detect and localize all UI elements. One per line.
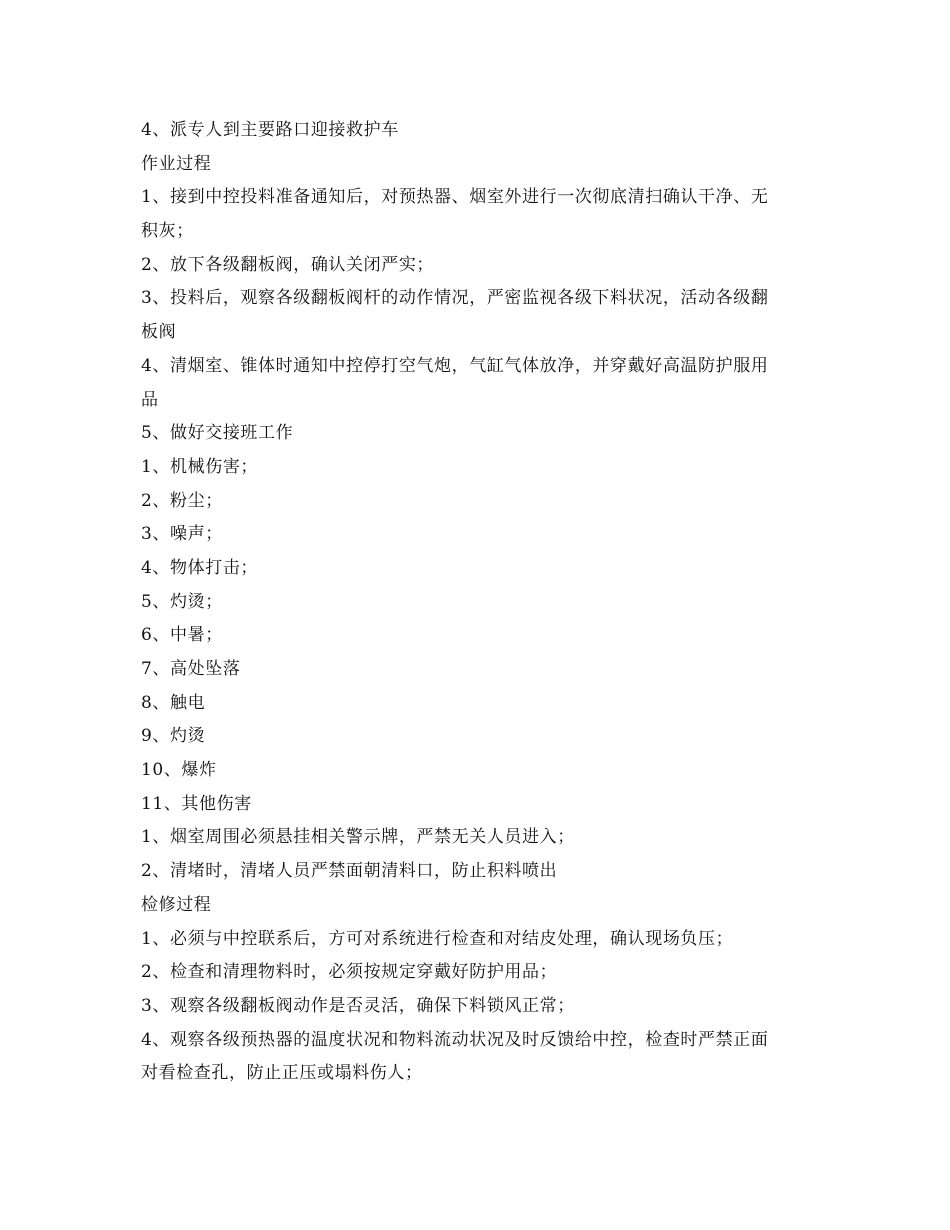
hazard-item: 3、噪声； (141, 524, 223, 545)
text-line: 4、派专人到主要路口迎接救护车 (141, 120, 399, 140)
hazard-item: 11、其他伤害 (141, 793, 252, 814)
text-line: 2、放下各级翻板阀，确认关闭严实； (141, 254, 435, 275)
hazard-item: 7、高处坠落 (141, 659, 241, 679)
text-line: 5、做好交接班工作 (141, 423, 294, 444)
text-line: 3、投料后，观察各级翻板阀杆的动作情况，严密监视各级下料状况，活动各级翻 (141, 288, 769, 309)
text-line: 2、清堵时，清堵人员严禁面朝清料口，防止积料喷出 (141, 861, 558, 882)
text-line: 1、烟室周围必须悬挂相关警示牌，严禁无关人员进入； (141, 827, 575, 848)
hazard-item: 10、爆炸 (141, 760, 217, 781)
text-line: 品 (141, 389, 159, 410)
hazard-item: 1、机械伤害； (141, 456, 259, 477)
text-line: 4、清烟室、锥体时通知中控停打空气炮，气缸气体放净，并穿戴好高温防护服用 (141, 355, 769, 376)
section-heading: 作业过程 (141, 153, 212, 174)
hazard-item: 5、灼烫； (141, 591, 223, 612)
text-line: 对看检查孔，防止正压或塌料伤人； (141, 1063, 423, 1084)
text-line: 2、检查和清理物料时，必须按规定穿戴好防护用品； (141, 962, 558, 983)
hazard-item: 8、触电 (141, 692, 206, 713)
section-heading: 检修过程 (141, 894, 212, 915)
hazard-item: 4、物体打击； (141, 557, 259, 578)
document-body (141, 114, 813, 1091)
hazard-item: 9、灼烫 (141, 726, 206, 747)
text-line: 4、观察各级预热器的温度状况和物料流动状况及时反馈给中控，检查时严禁正面 (141, 1029, 769, 1050)
hazard-item: 2、粉尘； (141, 490, 223, 511)
text-line: 1、必须与中控联系后，方可对系统进行检查和对结皮处理，确认现场负压； (141, 928, 734, 949)
hazard-item: 6、中暑； (141, 625, 223, 646)
text-line: 积灰； (141, 221, 194, 242)
text-line: 1、接到中控投料准备通知后，对预热器、烟室外进行一次彻底清扫确认干净、无 (141, 187, 769, 208)
text-line: 板阀 (141, 322, 177, 343)
text-line: 3、观察各级翻板阀动作是否灵活，确保下料锁风正常； (141, 995, 575, 1016)
